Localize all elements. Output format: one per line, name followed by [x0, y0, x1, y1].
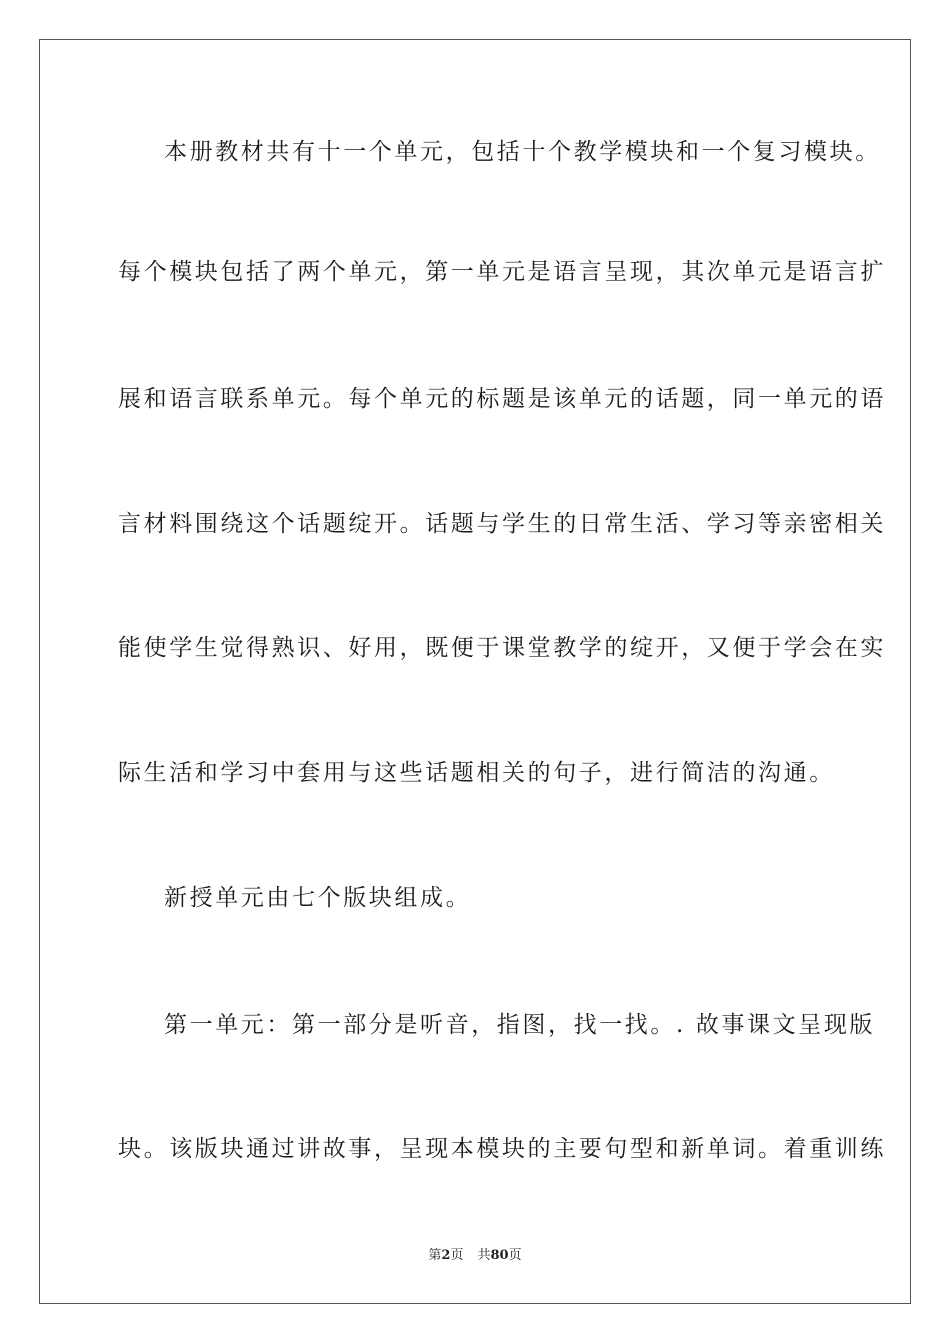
footer-total-suffix: 页	[508, 1248, 522, 1263]
footer-total-prefix: 共	[477, 1248, 491, 1263]
page-footer	[0, 1247, 950, 1265]
footer-page-number: 2	[441, 1248, 451, 1263]
page-border	[39, 39, 911, 1304]
paragraph-3-line-1: 第一单元：第一部分是听音，指图，找一找。. 故事课文呈现版	[164, 1012, 876, 1038]
paragraph-1-line-1: 本册教材共有十一个单元，包括十个教学模块和一个复习模块。	[164, 139, 881, 165]
paragraph-2-line-1: 新授单元由七个版块组成。	[164, 885, 472, 911]
paragraph-1-line-3: 展和语言联系单元。每个单元的标题是该单元的话题，同一单元的语	[118, 386, 886, 412]
paragraph-3-line-2: 块。该版块通过讲故事，呈现本模块的主要句型和新单词。着重训练	[118, 1136, 886, 1162]
paragraph-1-line-4: 言材料围绕这个话题绽开。话题与学生的日常生活、学习等亲密相关	[118, 511, 886, 537]
footer-page-prefix: 第	[428, 1248, 442, 1263]
paragraph-1-line-6: 际生活和学习中套用与这些话题相关的句子，进行简洁的沟通。	[118, 760, 835, 786]
paragraph-1-line-5: 能使学生觉得熟识、好用，既便于课堂教学的绽开，又便于学会在实	[118, 635, 886, 661]
paragraph-1-line-2: 每个模块包括了两个单元，第一单元是语言呈现，其次单元是语言扩	[118, 259, 886, 285]
footer-total-pages: 80	[490, 1248, 509, 1263]
footer-page-suffix: 页	[450, 1248, 464, 1263]
